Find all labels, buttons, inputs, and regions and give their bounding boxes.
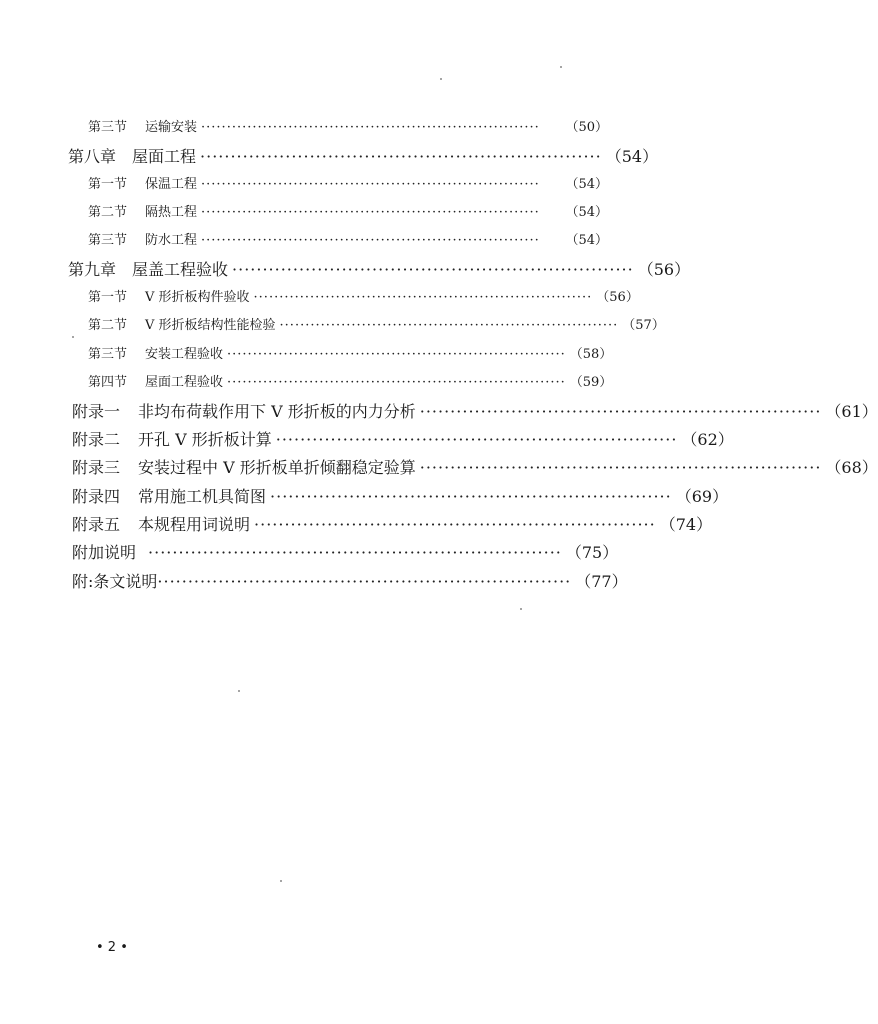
dot-leader: ··································································: [275, 430, 678, 449]
toc-entry-page: （77）: [575, 572, 628, 591]
toc-entry: [88, 116, 608, 140]
toc-entry-title: 运输安装: [145, 120, 198, 135]
dot-leader: ··································································: [201, 233, 540, 248]
toc-entry: [72, 540, 619, 564]
scan-speck: [280, 880, 282, 882]
toc-entry-label: 第三节: [88, 233, 128, 248]
toc-entry-title: 开孔 V 形折板计算: [138, 430, 272, 449]
toc-entry-page: （69）: [675, 487, 729, 506]
toc-entry-title: 防水工程: [145, 233, 198, 248]
toc-entry: [68, 257, 691, 281]
toc-entry-title: 屋面工程验收: [145, 375, 224, 390]
toc-entry: [72, 399, 878, 423]
dot-leader: ··································································: [270, 487, 672, 506]
toc-entry-page: （50）: [565, 120, 608, 135]
toc-entry-page: （61）: [825, 402, 878, 421]
toc-entry-title: 隔热工程: [145, 205, 198, 220]
toc-entry-label: 附录二: [72, 430, 121, 449]
scan-speck: [440, 78, 442, 80]
dot-leader: ··································································: [254, 515, 656, 534]
toc-entry: [88, 314, 665, 338]
toc-entry-label: 第二节: [88, 205, 128, 220]
toc-entry: [72, 569, 628, 593]
scan-speck: [238, 690, 240, 692]
dot-leader: ··································································: [232, 260, 634, 279]
toc-entry-page: （68）: [825, 458, 878, 477]
page-number: • 2 •: [96, 940, 128, 955]
dot-leader: ··································································: [201, 120, 540, 135]
dot-leader: ··································································: [201, 177, 540, 192]
scan-speck: [560, 66, 562, 68]
toc-entry-label: 附:条文说明: [72, 572, 158, 591]
toc-entry: [72, 484, 729, 508]
dot-leader: ··································································: [419, 402, 822, 421]
toc-entry: [88, 286, 639, 310]
dot-leader: ··································································: [253, 290, 593, 305]
toc-entry: [72, 455, 878, 479]
dot-leader: ··································································: [201, 205, 540, 220]
toc-entry-label: 第九章: [68, 260, 117, 279]
dot-leader: ··································································: [279, 318, 619, 333]
toc-entry-page: （54）: [605, 147, 659, 166]
dot-leader: ··································································: [200, 147, 602, 166]
toc-entry-title: V 形折板构件验收: [145, 290, 250, 305]
dot-leader: ····································································: [148, 543, 562, 562]
toc-entry: [68, 144, 659, 168]
dot-leader: ··································································: [419, 458, 822, 477]
toc-entry-label: 第四节: [88, 375, 128, 390]
toc-entry-title: 保温工程: [145, 177, 198, 192]
toc-entry: [72, 512, 713, 536]
toc-entry-page: （57）: [622, 318, 665, 333]
toc-entry-label: 第三节: [88, 347, 128, 362]
toc-entry-page: （54）: [565, 205, 608, 220]
toc-entry-label: 附加说明: [72, 543, 137, 562]
dot-leader: ··································································: [227, 375, 566, 390]
toc-entry: [88, 371, 613, 395]
toc-entry-label: 第一节: [88, 290, 128, 305]
dot-leader: ··································································: [227, 347, 566, 362]
toc-entry-label: 第一节: [88, 177, 128, 192]
dot-leader: ····································································: [157, 572, 572, 591]
toc-entry: [72, 427, 734, 451]
toc-entry-title: 安装过程中 V 形折板单折倾翻稳定验算: [138, 458, 416, 477]
toc-entry-page: （59）: [569, 375, 613, 390]
toc-entry-label: 第八章: [68, 147, 117, 166]
toc-entry-page: （74）: [659, 515, 713, 534]
toc-entry-label: 第二节: [88, 318, 128, 333]
scan-speck: [520, 608, 522, 610]
toc-entry-label: 附录三: [72, 458, 121, 477]
toc-entry-title: 本规程用词说明: [138, 515, 251, 534]
toc-entry-page: （54）: [565, 177, 608, 192]
toc-entry-title: V 形折板结构性能检验: [145, 318, 276, 333]
toc-entry-page: （56）: [596, 290, 639, 305]
toc-entry-label: 第三节: [88, 120, 128, 135]
toc-entry-title: 屋盖工程验收: [132, 260, 229, 279]
toc-entry-page: （54）: [565, 233, 608, 248]
toc-entry-page: （56）: [637, 260, 691, 279]
scan-speck: [72, 336, 74, 338]
toc-entry-title: 屋面工程: [132, 147, 197, 166]
toc-entry-title: 安装工程验收: [145, 347, 224, 362]
toc-entry: [88, 229, 608, 253]
toc-entry: [88, 343, 613, 367]
toc-entry-page: （75）: [565, 543, 619, 562]
toc-entry: [88, 173, 608, 197]
toc-entry-title: 常用施工机具简图: [138, 487, 267, 506]
toc-entry-page: （58）: [569, 347, 613, 362]
toc-entry-page: （62）: [681, 430, 734, 449]
toc-entry: [88, 201, 608, 225]
toc-entry-label: 附录五: [72, 515, 121, 534]
toc-entry-label: 附录一: [72, 402, 121, 421]
toc-entry-label: 附录四: [72, 487, 121, 506]
toc-entry-title: 非均布荷载作用下 V 形折板的内力分析: [138, 402, 416, 421]
